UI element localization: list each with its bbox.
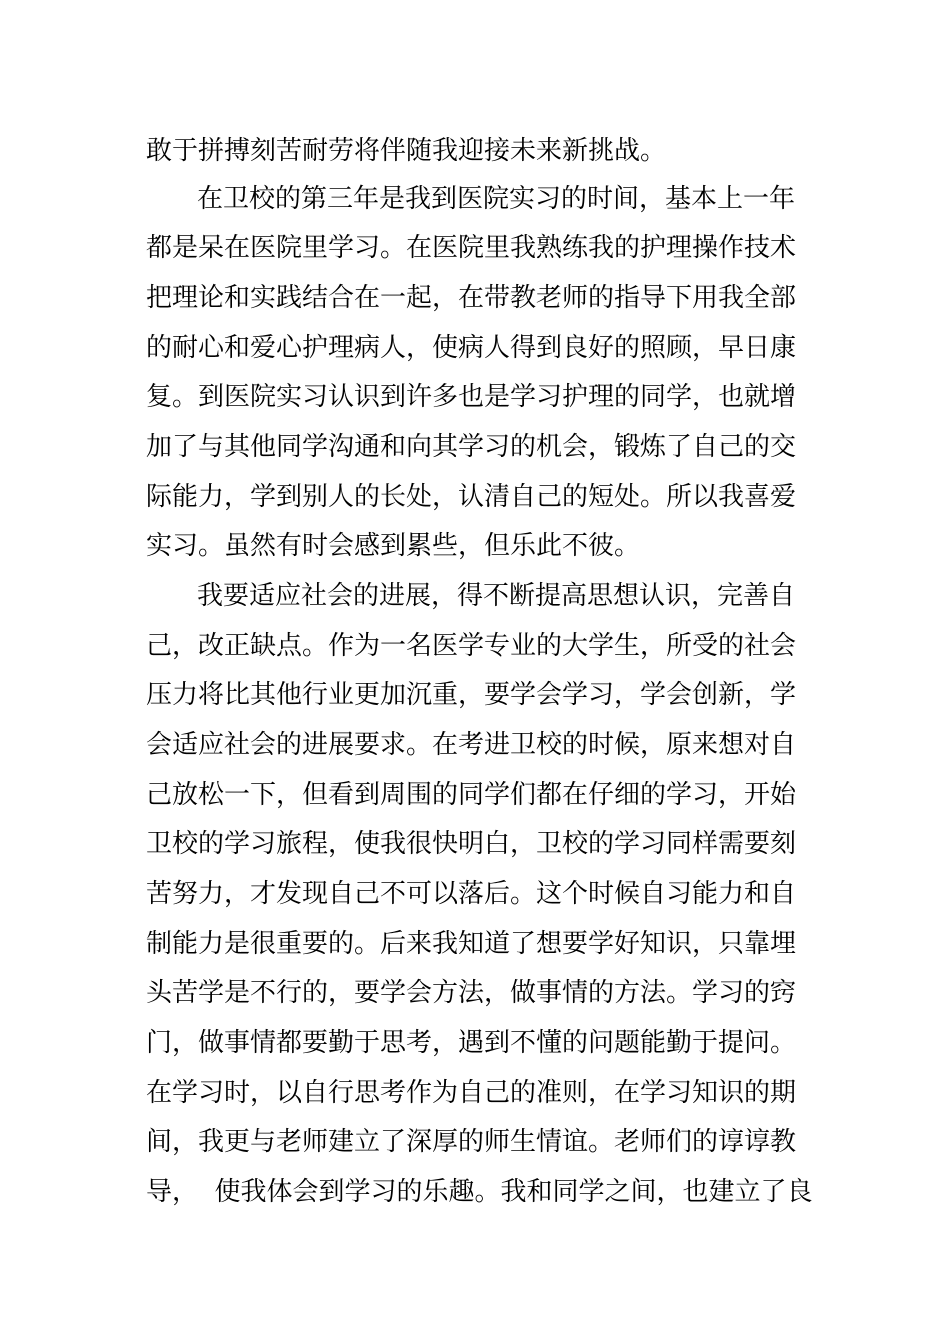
line: 己，改正缺点。作为一名医学专业的大学生，所受的社会 (146, 631, 797, 661)
line: 制能力是很重要的。后来我知道了想要学好知识，只靠埋 (146, 929, 797, 959)
line: 头苦学是不行的，要学会方法，做事情的方法。学习的窍 (146, 978, 797, 1008)
line: 苦努力，才发现自己不可以落后。这个时候自习能力和自 (146, 879, 797, 909)
line: 敢于拼搏刻苦耐劳将伴随我迎接未来新挑战。 (146, 136, 667, 166)
line: 实习。虽然有时会感到累些，但乐此不彼。 (146, 531, 641, 561)
line: 门，做事情都要勤于思考，遇到不懂的问题能勤于提问。 (146, 1028, 797, 1058)
line: 际能力，学到别人的长处，认清自己的短处。所以我喜爱 (146, 482, 797, 512)
line: 把理论和实践结合在一起，在带教老师的指导下用我全部 (146, 283, 797, 313)
line: 间，我更与老师建立了深厚的师生情谊。老师们的谆谆教 (146, 1127, 797, 1157)
line: 都是呆在医院里学习。在医院里我熟练我的护理操作技术 (146, 233, 797, 263)
line: 己放松一下，但看到周围的同学们都在仔细的学习，开始 (146, 780, 797, 810)
line: 卫校的学习旅程，使我很快明白，卫校的学习同样需要刻 (146, 829, 797, 859)
line: 我要适应社会的进展，得不断提高思想认识，完善自 (197, 581, 796, 611)
line: 在学习时，以自行思考作为自己的准则，在学习知识的期 (146, 1078, 797, 1108)
line: 会适应社会的进展要求。在考进卫校的时候，原来想对自 (146, 730, 797, 760)
line: 的耐心和爱心护理病人，使病人得到良好的照顾，早日康 (146, 333, 797, 363)
line: 复。到医院实习认识到许多也是学习护理的同学，也就增 (146, 382, 797, 412)
line: 加了与其他同学沟通和向其学习的机会，锻炼了自己的交 (146, 432, 797, 462)
line: 在卫校的第三年是我到医院实习的时间，基本上一年 (197, 184, 796, 214)
line: 导， 使我体会到学习的乐趣。我和同学之间，也建立了良 (146, 1177, 813, 1207)
line: 压力将比其他行业更加沉重，要学会学习，学会创新，学 (146, 680, 797, 710)
